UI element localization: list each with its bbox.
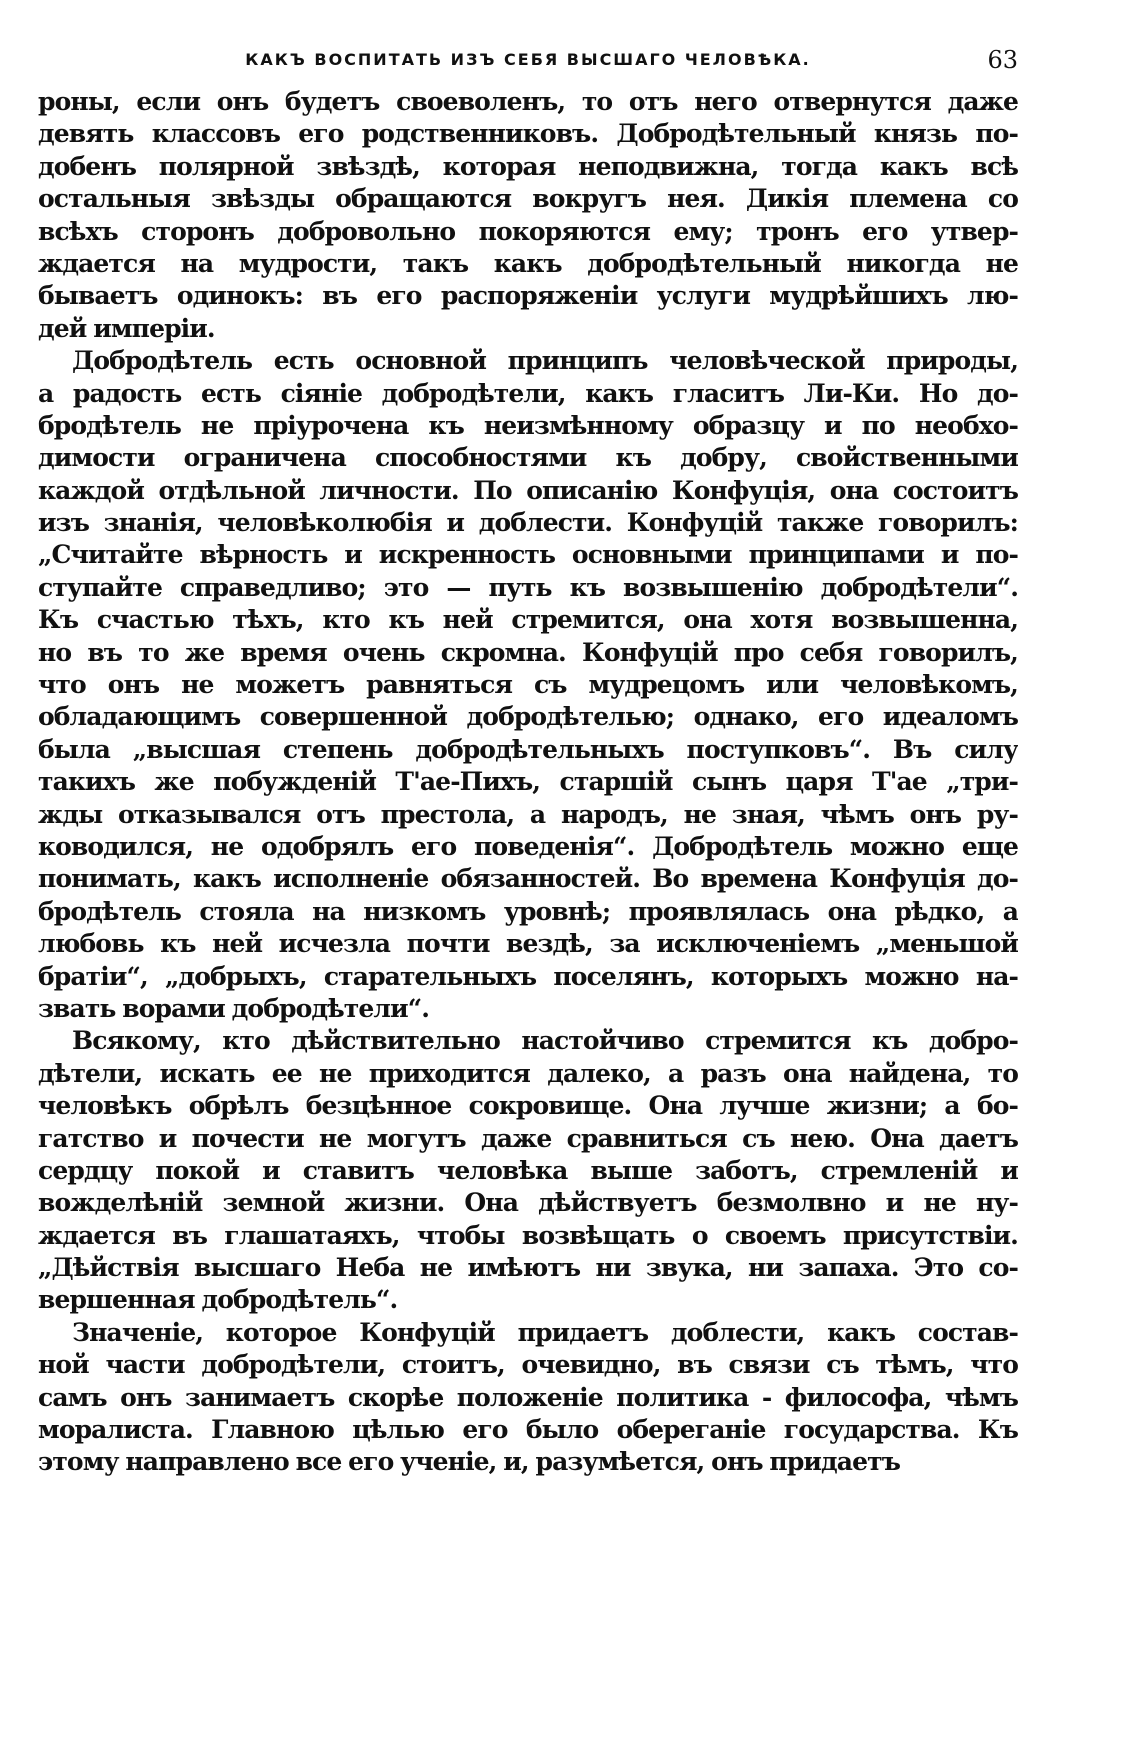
text-line: самъ онъ занимаетъ скорѣе положеніе политика - философа, чѣмъ bbox=[38, 1382, 1018, 1412]
text-line: братіи“, „добрыхъ, старательныхъ поселянъ, которыхъ можно на- bbox=[38, 961, 1018, 991]
text-line: человѣкъ обрѣлъ безцѣнное сокровище. Она лучше жизни; а бо- bbox=[38, 1091, 1018, 1121]
text-line: ководился, не одобрялъ его поведенія“. Добродѣтель можно еще bbox=[38, 831, 1018, 861]
text-line: „Считайте вѣрность и искренность основными принципами и по- bbox=[38, 540, 1018, 570]
text-line: звать ворами добродѣтели“. bbox=[38, 993, 430, 1023]
running-title: КАКЪ ВОСПИТАТЬ ИЗЪ СЕБЯ ВЫСШАГО ЧЕЛОВѢКА. bbox=[245, 50, 811, 69]
text-line: дей имперіи. bbox=[38, 313, 215, 343]
text-line: такихъ же побужденій Т'ае-Пихъ, старшій сынъ царя Т'ае „три- bbox=[38, 767, 1018, 797]
text-line: каждой отдѣльной личности. По описанію Конфуція, она состоитъ bbox=[38, 475, 1018, 505]
text-line: понимать, какъ исполненіе обязанностей. Во времена Конфуція до- bbox=[38, 864, 1018, 894]
text-line: ной части добродѣтели, стоитъ, очевидно, въ связи съ тѣмъ, что bbox=[38, 1350, 1018, 1380]
text-line: Значеніе, которое Конфуцій придаетъ доблести, какъ состав- bbox=[72, 1317, 1018, 1347]
text-line: ждается на мудрости, такъ какъ добродѣтельный никогда не bbox=[38, 248, 1018, 278]
text-line: роны, если онъ будетъ своеволенъ, то отъ него отвернутся даже bbox=[38, 87, 1018, 116]
text-line: гатство и почести не могутъ даже сравниться съ нею. Она даетъ bbox=[38, 1123, 1018, 1153]
text-line: остальныя звѣзды обращаются вокругъ нея. Дикія племена со bbox=[38, 184, 1018, 214]
paragraph bbox=[38, 1025, 1018, 1317]
body-text bbox=[38, 86, 1018, 1479]
text-line: была „высшая степень добродѣтельныхъ поступковъ“. Въ силу bbox=[38, 734, 1018, 764]
text-line: ступайте справедливо; это — путь къ возвышенію добродѣтели“. bbox=[38, 572, 1018, 602]
text-line: дѣтели, искать ее не приходится далеко, а разъ она найдена, то bbox=[38, 1058, 1018, 1088]
text-line: этому направлено все его ученіе, и, разумѣется, онъ придаетъ bbox=[38, 1447, 900, 1477]
text-line: вожделѣній земной жизни. Она дѣйствуетъ безмолвно и не ну- bbox=[38, 1188, 1018, 1218]
text-line: сердцу покой и ставитъ человѣка выше заботъ, стремленій и bbox=[38, 1155, 1018, 1185]
text-line: добенъ полярной звѣздѣ, которая неподвижна, тогда какъ всѣ bbox=[38, 151, 1018, 181]
text-line: любовь къ ней исчезла почти вездѣ, за исключеніемъ „меньшой bbox=[38, 929, 1018, 959]
text-line: Добродѣтель есть основной принципъ человѣческой природы, bbox=[72, 346, 1018, 376]
text-line: моралиста. Главною цѣлью его было обереганіе государства. Къ bbox=[38, 1415, 1018, 1445]
text-line: ждается въ глашатаяхъ, чтобы возвѣщать о своемъ присутствіи. bbox=[38, 1220, 1018, 1250]
text-line: бываетъ одинокъ: въ его распоряженіи услуги мудрѣйшихъ лю- bbox=[38, 281, 1018, 311]
text-line: „Дѣйствія высшаго Неба не имѣютъ ни звука, ни запаха. Это со- bbox=[38, 1253, 1018, 1283]
text-line: что онъ не можетъ равняться съ мудрецомъ или человѣкомъ, bbox=[38, 670, 1018, 700]
paragraph bbox=[38, 345, 1018, 1025]
text-line: а радость есть сіяніе добродѣтели, какъ гласитъ Ли-Ки. Но до- bbox=[38, 378, 1018, 408]
text-line: Всякому, кто дѣйствительно настойчиво стремится къ добро- bbox=[72, 1026, 1018, 1056]
paragraph bbox=[38, 86, 1018, 345]
text-line: девять классовъ его родственниковъ. Добродѣтельный князь по- bbox=[38, 119, 1018, 149]
text-line: но въ то же время очень скромна. Конфуцій про себя говорилъ, bbox=[38, 637, 1018, 667]
text-line: изъ знанія, человѣколюбія и доблести. Конфуцій также говорилъ: bbox=[38, 508, 1018, 538]
book-page bbox=[38, 40, 1018, 1479]
text-line: всѣхъ сторонъ добровольно покоряются ему; тронъ его утвер- bbox=[38, 216, 1018, 246]
paragraph bbox=[38, 1317, 1018, 1479]
text-line: димости ограничена способностями къ добру, свойственными bbox=[38, 443, 1018, 473]
text-line: бродѣтель стояла на низкомъ уровнѣ; проявлялась она рѣдко, а bbox=[38, 896, 1018, 926]
text-line: бродѣтель не пріурочена къ неизмѣнному образцу и по необхо- bbox=[38, 410, 1018, 440]
text-line: обладающимъ совершенной добродѣтелью; однако, его идеаломъ bbox=[38, 702, 1018, 732]
text-line: вершенная добродѣтель“. bbox=[38, 1285, 398, 1315]
page-header bbox=[38, 40, 1018, 82]
page-number: 63 bbox=[987, 46, 1018, 74]
text-line: жды отказывался отъ престола, а народъ, не зная, чѣмъ онъ ру- bbox=[38, 799, 1018, 829]
text-line: Къ счастью тѣхъ, кто къ ней стремится, она хотя возвышенна, bbox=[38, 605, 1018, 635]
